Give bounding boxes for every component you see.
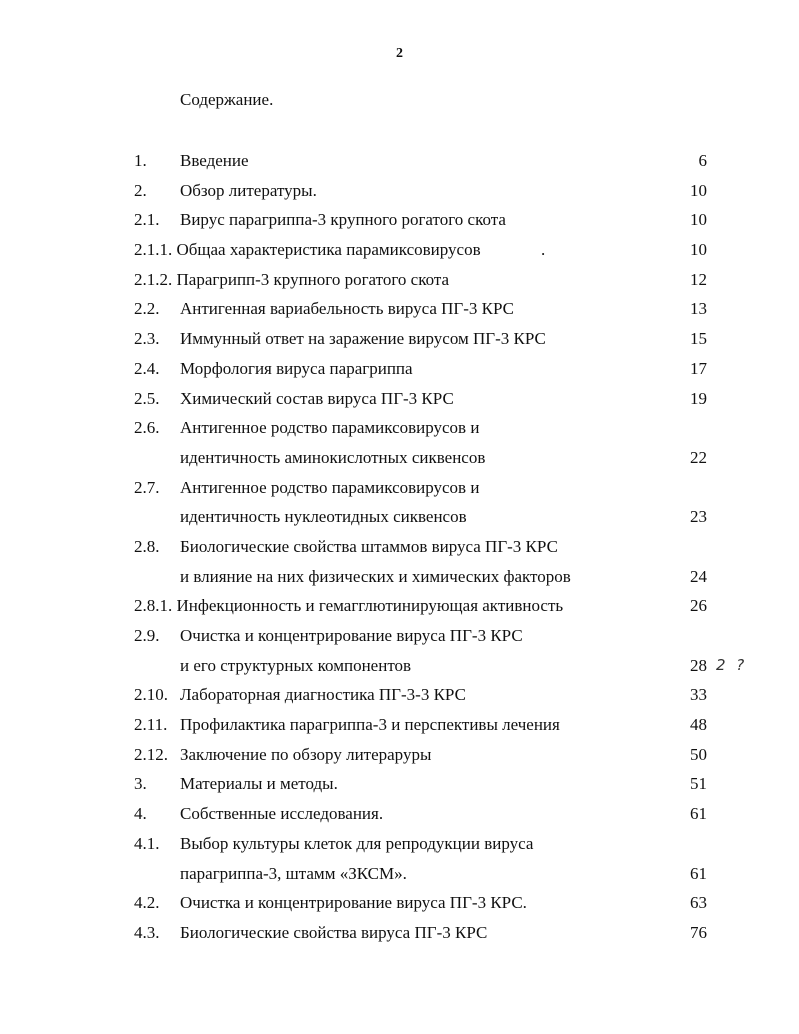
toc-entry-page: 6 xyxy=(698,151,707,170)
toc-entry-number: 2.7. xyxy=(134,477,160,497)
toc-entry-number: 2.6. xyxy=(134,418,160,438)
toc-entry-page: 12 xyxy=(690,269,707,289)
toc-entry xyxy=(0,680,799,710)
toc-entry xyxy=(0,265,799,295)
toc-entry-number: 4.2. xyxy=(134,893,160,913)
toc-entry-page: 61 xyxy=(690,863,707,883)
toc-entry-page: 24 xyxy=(690,566,707,586)
toc-entry-text: Очистка и концентрирование вируса ПГ-3 КРС xyxy=(180,626,523,645)
toc-entry-number: 2.9. xyxy=(134,626,160,645)
toc-entry-text: Химический состав вируса ПГ-3 КРС xyxy=(180,388,454,408)
toc-entry-page: 50 xyxy=(690,744,707,764)
toc-entry-number: 2.12. xyxy=(134,744,168,764)
toc-entry-text: Антигенное родство парамиксовирусов и xyxy=(180,477,480,497)
toc-entry xyxy=(0,294,799,324)
toc-entry-page: 33 xyxy=(690,685,707,705)
toc-entry-number: 1. xyxy=(134,151,147,170)
toc-entry-text: Лабораторная диагностика ПГ-3-3 КРС xyxy=(180,685,466,705)
toc-entry xyxy=(0,829,799,859)
toc-entry-page: 26 xyxy=(690,596,707,616)
toc-entry xyxy=(0,740,799,770)
toc-entry xyxy=(0,918,799,948)
page-number: 2 xyxy=(396,46,403,61)
toc-entry-text: Биологические свойства вируса ПГ-3 КРС xyxy=(180,922,488,942)
toc-entry-text: 2.1.1. Общаа характеристика парамиксовирусов xyxy=(134,240,481,260)
toc-entry-page: 22 xyxy=(690,447,707,467)
toc-entry-text: идентичность нуклеотидных сиквенсов xyxy=(180,507,467,527)
toc-entry-page: 76 xyxy=(690,922,707,942)
toc-entry-page: 13 xyxy=(690,299,707,319)
toc-entry-number: 4. xyxy=(134,804,147,824)
toc-entry-page: 51 xyxy=(690,774,707,794)
toc-entry-number: 2.10. xyxy=(134,685,168,705)
handwritten-note: 2 ? xyxy=(716,655,748,674)
toc-entry-page: 19 xyxy=(690,388,707,408)
toc-entry xyxy=(0,324,799,354)
toc-entry-number: 2.3. xyxy=(134,329,160,349)
toc-entry xyxy=(0,799,799,829)
toc-entry-text: Выбор культуры клеток для репродукции вируса xyxy=(180,833,534,853)
toc-entry-number: 4.1. xyxy=(134,833,160,853)
toc-entry-number: 3. xyxy=(134,774,147,794)
toc-entry xyxy=(0,354,799,384)
toc-entry-text: парагриппа-3, штамм «ЗКСМ». xyxy=(180,863,407,883)
toc-entry-text: 2.8.1. Инфекционность и гемагглютинирующая активность xyxy=(134,596,564,616)
toc-entry xyxy=(0,859,799,889)
toc-entry xyxy=(0,473,799,503)
toc-entry-number: 2.2. xyxy=(134,299,160,319)
toc-entry-text: 2.1.2. Парагрипп-3 крупного рогатого скота xyxy=(134,269,450,289)
toc-entry-text: Морфология вируса парагриппа xyxy=(180,358,413,378)
toc-entry-text: Антигенная вариабельность вируса ПГ-3 КРС xyxy=(180,299,515,319)
toc-entry-number: 2.1. xyxy=(134,210,160,230)
toc-entry-text: Профилактика парагриппа-3 и перспективы лечения xyxy=(180,715,560,735)
toc-entry xyxy=(0,710,799,740)
toc-entry xyxy=(0,205,799,235)
toc-entry-text: Заключение по обзору литераруры xyxy=(180,744,432,764)
toc-entry-page: 48 xyxy=(690,715,707,735)
toc-entry-page: 10 xyxy=(690,210,707,230)
toc-entry-number: 4.3. xyxy=(134,922,160,942)
toc-entry-page: 63 xyxy=(690,893,707,913)
toc-entry xyxy=(0,443,799,473)
toc-entry xyxy=(0,146,799,176)
toc-entry-text: Обзор литературы. xyxy=(180,180,317,200)
toc-entry-text: и влияние на них физических и химических факторов xyxy=(180,566,571,586)
toc-entry-text: идентичность аминокислотных сиквенсов xyxy=(180,447,486,467)
toc-entry-page: 17 xyxy=(690,358,707,378)
table-of-contents xyxy=(0,146,799,948)
toc-entry xyxy=(0,621,799,651)
toc-entry xyxy=(0,769,799,799)
toc-entry-text: Антигенное родство парамиксовирусов и xyxy=(180,418,480,438)
toc-entry xyxy=(0,384,799,414)
toc-entry xyxy=(0,532,799,562)
stray-mark: . xyxy=(541,240,546,260)
toc-entry-number: 2. xyxy=(134,180,147,200)
toc-entry-number: 2.11. xyxy=(134,715,168,735)
toc-entry xyxy=(0,651,799,681)
page-title: Содержание. xyxy=(180,90,274,109)
toc-entry-text: Вирус парагриппа-3 крупного рогатого скота xyxy=(180,210,506,230)
toc-entry xyxy=(0,888,799,918)
toc-entry-text: Биологические свойства штаммов вируса ПГ-3 КРС xyxy=(180,536,558,556)
toc-entry xyxy=(0,235,799,265)
toc-entry-text: Введение xyxy=(180,151,249,170)
toc-entry-text: Собственные исследования. xyxy=(180,804,384,824)
toc-entry xyxy=(0,562,799,592)
toc-entry-number: 2.8. xyxy=(134,536,160,556)
toc-entry xyxy=(0,413,799,443)
toc-entry-number: 2.4. xyxy=(134,358,160,378)
toc-entry-page: 61 xyxy=(690,804,707,824)
toc-entry xyxy=(0,176,799,206)
toc-entry xyxy=(0,502,799,532)
toc-entry-number: 2.5. xyxy=(134,388,160,408)
toc-entry-page: 15 xyxy=(690,329,707,349)
toc-entry-text: Материалы и методы. xyxy=(180,774,338,794)
toc-entry-page: 28 xyxy=(690,655,707,675)
toc-entry-page: 10 xyxy=(690,240,707,260)
toc-entry xyxy=(0,591,799,621)
toc-entry-page: 23 xyxy=(690,507,707,527)
toc-entry-page: 10 xyxy=(690,180,707,200)
toc-entry-text: и его структурных компонентов xyxy=(180,655,412,675)
toc-entry-text: Иммунный ответ на заражение вирусом ПГ-3 КРС xyxy=(180,329,546,349)
toc-entry-text: Очистка и концентрирование вируса ПГ-3 КРС. xyxy=(180,893,527,913)
